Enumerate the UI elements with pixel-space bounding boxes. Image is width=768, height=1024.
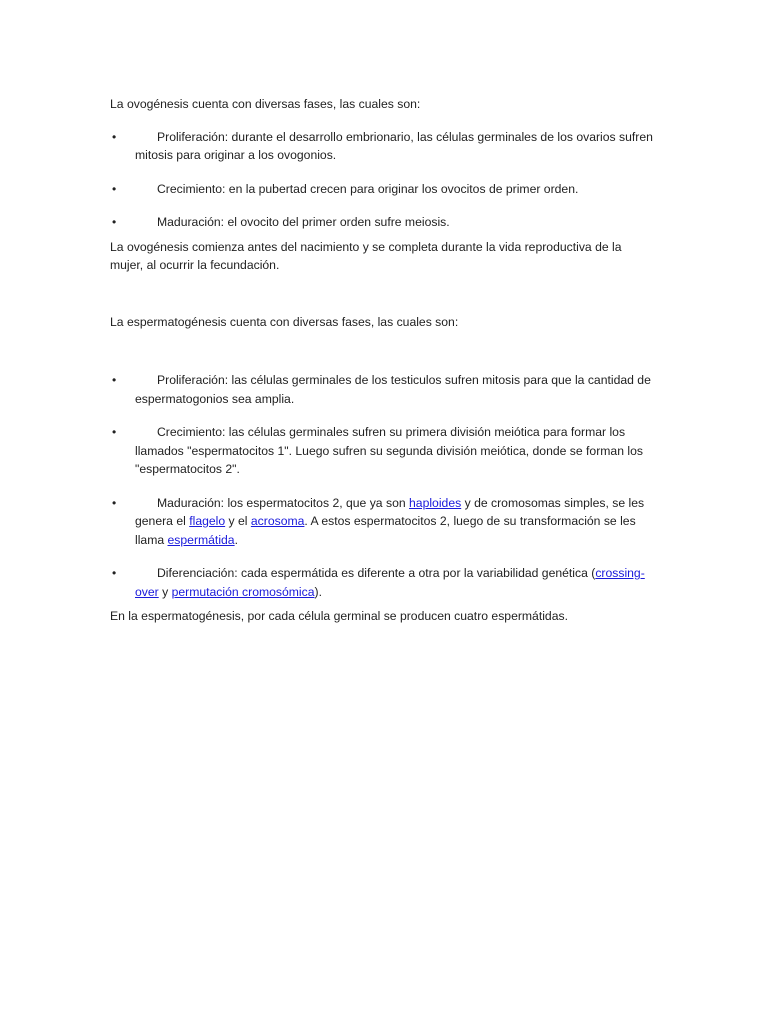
link-flagelo[interactable]: flagelo [189,514,226,528]
ovogenesis-intro: La ovogénesis cuenta con diversas fases, las cuales son: [110,97,421,111]
item-text: Diferenciación: cada espermátida es diferente a otra por la variabilidad genética ( [157,566,596,580]
list-item [110,423,655,479]
list-item [110,494,655,550]
item-text: Maduración: el ovocito del primer orden sufre meiosis. [157,215,450,229]
bullet-icon: • [112,495,117,510]
item-text: . [234,532,238,547]
item-text: ). [314,584,322,599]
document-page [110,95,655,626]
list-item [110,371,655,408]
bullet-icon: • [112,373,117,387]
item-text: Proliferación: durante el desarrollo embrionario, las células germinales de los ovarios sufren mitosis para originar a los ovogonios. [135,129,653,162]
link-permutacion-cromosomica[interactable]: permutación cromosómica [171,584,315,599]
link-haploides[interactable]: haploides [409,495,462,510]
list-item [110,213,655,232]
item-text: y el [225,514,251,528]
bullet-icon: • [112,129,117,144]
link-acrosoma[interactable]: acrosoma [250,514,305,528]
bullet-icon: • [112,566,117,580]
list-item [110,564,655,601]
item-text: Crecimiento: las células germinales sufren su primera división meiótica para formar los llamados "espermatocitos 1". Luego sufren su segunda división meiótica, donde se forman los "espermatocitos 2". [135,425,643,476]
link-espermatida[interactable]: espermátida [167,532,235,547]
item-text: . A estos espermatocitos 2, luego de su transformación se les llama [135,514,636,547]
item-text: y [158,584,172,599]
item-text: Maduración: los espermatocitos 2, que ya son [157,495,410,510]
bullet-icon: • [112,181,117,196]
espermatogenesis-intro: La espermatogénesis cuenta con diversas fases, las cuales son: [110,314,459,329]
list-item [110,180,655,199]
bullet-icon: • [112,425,117,439]
ovogenesis-list [110,128,655,232]
list-item [110,128,655,165]
item-text: y de cromosomas simples, se les genera el [135,495,645,528]
item-text: Crecimiento: en la pubertad crecen para originar los ovocitos de primer orden. [157,181,579,196]
espermatogenesis-closing: En la espermatogénesis, por cada célula germinal se producen cuatro espermátidas. [110,609,568,623]
link-crossing-over[interactable]: crossing-over [135,566,645,599]
ovogenesis-closing: La ovogénesis comienza antes del nacimiento y se completa durante la vida reproductiva de la mujer, al ocurrir la fecundación. [110,239,622,272]
bullet-icon: • [112,215,117,229]
espermatogenesis-list [110,371,655,601]
item-text: Proliferación: las células germinales de los testiculos sufren mitosis para que la cantidad de espermatogonios sea amplia. [135,373,651,406]
